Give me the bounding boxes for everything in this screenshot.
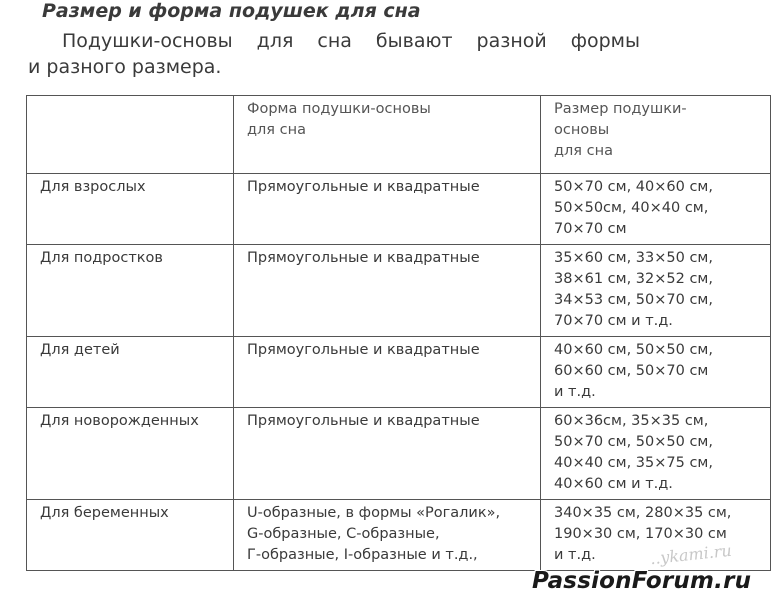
shape-cell — [234, 500, 541, 571]
category-cell: Для беременных — [27, 500, 234, 571]
size-cell — [541, 245, 771, 337]
header-shape-line: для сна — [247, 122, 306, 138]
shape-line: Прямоугольные и квадратные — [247, 250, 480, 266]
size-line: 340×35 см, 280×35 см, — [554, 505, 732, 521]
size-line: и т.д. — [554, 547, 596, 563]
pillow-size-table — [26, 95, 771, 571]
table-row — [27, 408, 771, 500]
shape-line: Прямоугольные и квадратные — [247, 342, 480, 358]
size-line: 60×36см, 35×35 см, — [554, 413, 709, 429]
size-line: 50×70 см, 40×60 см, — [554, 179, 713, 195]
shape-line: Г-образные, I-образные и т.д., — [247, 547, 478, 563]
size-line: 34×53 см, 50×70 см, — [554, 292, 713, 308]
header-shape-line: Форма подушки-основы — [247, 101, 431, 117]
intro-line-2: и разного размера. — [28, 56, 222, 78]
size-line: 50×70 см, 50×50 см, — [554, 434, 713, 450]
category-cell: Для взрослых — [27, 174, 234, 245]
table-row — [27, 174, 771, 245]
size-line: 40×60 см, 50×50 см, — [554, 342, 713, 358]
size-line: 190×30 см, 170×30 см — [554, 526, 727, 542]
site-watermark: PassionForum.ru — [532, 568, 752, 594]
shape-cell — [234, 408, 541, 500]
size-line: и т.д. — [554, 384, 596, 400]
header-cell-category — [27, 96, 234, 174]
size-line: 35×60 см, 33×50 см, — [554, 250, 713, 266]
size-line: 60×60 см, 50×70 см — [554, 363, 709, 379]
category-cell: Для детей — [27, 337, 234, 408]
shape-line: Прямоугольные и квадратные — [247, 179, 480, 195]
shape-line: U-образные, в формы «Рогалик», — [247, 505, 501, 521]
page-title: Размер и форма подушек для сна — [42, 0, 421, 22]
header-size-line: основы — [554, 122, 610, 138]
size-line: 50×50см, 40×40 см, — [554, 200, 709, 216]
size-line: 70×70 см — [554, 221, 627, 237]
category-cell: Для новорожденных — [27, 408, 234, 500]
faint-watermark: ..ykami.ru — [649, 540, 733, 569]
size-line: 70×70 см и т.д. — [554, 313, 673, 329]
header-cell-size — [541, 96, 771, 174]
size-cell — [541, 337, 771, 408]
size-line: 40×60 см и т.д. — [554, 476, 673, 492]
table-row — [27, 337, 771, 408]
table-header-row — [27, 96, 771, 174]
category-cell: Для подростков — [27, 245, 234, 337]
shape-cell — [234, 337, 541, 408]
shape-line: Прямоугольные и квадратные — [247, 413, 480, 429]
size-line: 38×61 см, 32×52 см, — [554, 271, 713, 287]
intro-line-1: Подушки-основы для сна бывают разной формы — [62, 30, 640, 52]
header-cell-shape — [234, 96, 541, 174]
shape-cell — [234, 174, 541, 245]
size-cell — [541, 174, 771, 245]
size-line: 40×40 см, 35×75 см, — [554, 455, 713, 471]
size-cell — [541, 408, 771, 500]
header-size-line: Размер подушки- — [554, 101, 687, 117]
shape-cell — [234, 245, 541, 337]
shape-line: G-образные, С-образные, — [247, 526, 440, 542]
table-row — [27, 245, 771, 337]
intro-paragraph — [28, 28, 640, 80]
header-size-line: для сна — [554, 143, 613, 159]
